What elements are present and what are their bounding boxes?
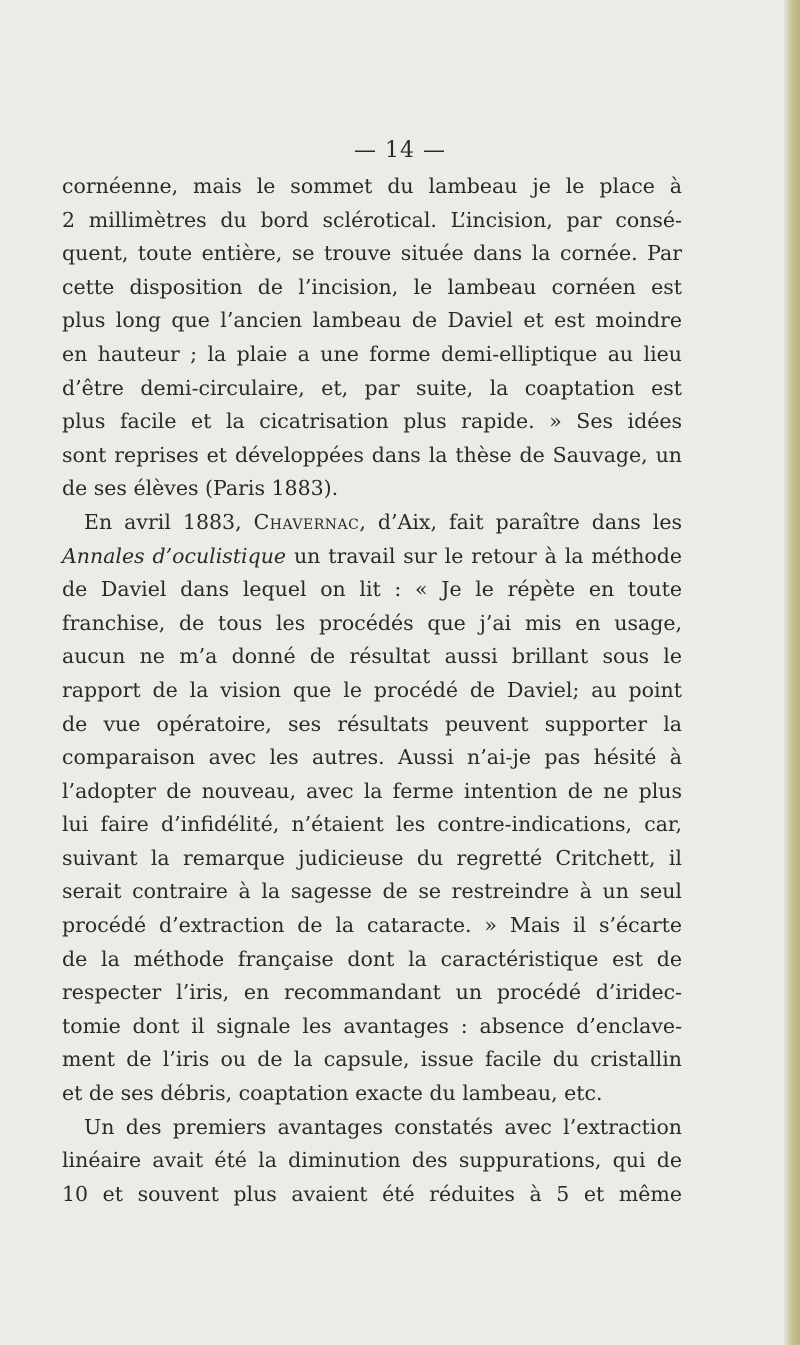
text-line: plus long que l’ancien lambeau de Daviel et est moindre (62, 308, 682, 333)
text-line: rapport de la vision que le procédé de Daviel; au point (62, 677, 682, 702)
text-line: Un des premiers avantages constatés avec l’extraction (84, 1114, 682, 1139)
text-line: et de ses débris, coaptation exacte du lambeau, etc. (62, 1081, 603, 1106)
text-line: de vue opératoire, ses résultats peuvent supporter la (62, 711, 682, 736)
text-line: respecter l’iris, en recommandant un procédé d’iridec- (62, 980, 682, 1005)
author-name: Chavernac (253, 509, 360, 534)
text-line: d’être demi-circulaire, et, par suite, la coaptation est (62, 375, 682, 400)
text-line: l’adopter de nouveau, avec la ferme intention de ne plus (62, 778, 682, 803)
text-line: lui faire d’infidélité, n’étaient les contre-indications, car, (62, 812, 682, 837)
text-line: tomie dont il signale les avantages : absence d’enclave- (62, 1013, 682, 1038)
text-line: serait contraire à la sagesse de se restreindre à un seul (62, 879, 682, 904)
text-line: procédé d’extraction de la cataracte. » Mais il s’écarte (62, 913, 682, 938)
text-line: plus facile et la cicatrisation plus rapide. » Ses idées (62, 409, 682, 434)
body-text (62, 170, 682, 1211)
line-text: , d’Aix, fait paraître dans les (359, 509, 682, 534)
text-line: linéaire avait été la diminution des suppurations, qui de (62, 1148, 682, 1173)
text-line: 10 et souvent plus avaient été réduites à 5 et même (62, 1181, 682, 1206)
text-line: sont reprises et développées dans la thèse de Sauvage, un (62, 442, 682, 467)
text-line (62, 506, 682, 540)
text-line: 2 millimètres du bord sclérotical. L’incision, par consé- (62, 207, 682, 232)
text-line: franchise, de tous les procédés que j’ai mis en usage, (62, 610, 682, 635)
journal-title: Annales d’oculistique (62, 543, 287, 568)
page-edge (784, 0, 800, 1345)
line-text: En avril 1883, (84, 509, 254, 534)
text-line (62, 540, 682, 574)
page-number: — 14 — (354, 138, 446, 163)
text-line: quent, toute entière, se trouve située dans la cornée. Par (62, 241, 682, 266)
text-line: comparaison avec les autres. Aussi n’ai-je pas hésité à (62, 745, 682, 770)
text-line: de ses élèves (Paris 1883). (62, 476, 339, 501)
text-line: en hauteur ; la plaie a une forme demi-elliptique au lieu (62, 341, 682, 366)
text-line: aucun ne m’a donné de résultat aussi brillant sous le (62, 644, 682, 669)
text-line: ment de l’iris ou de la capsule, issue facile du cristallin (62, 1047, 682, 1072)
text-line: suivant la remarque judicieuse du regretté Critchett, il (62, 845, 682, 870)
text-line: de Daviel dans lequel on lit : « Je le répète en toute (62, 577, 682, 602)
text-line: cette disposition de l’incision, le lambeau cornéen est (62, 274, 682, 299)
line-text: un travail sur le retour à la méthode (286, 543, 682, 568)
text-line: cornéenne, mais le sommet du lambeau je le place à (62, 174, 682, 198)
text-line: de la méthode française dont la caractéristique est de (62, 946, 682, 971)
